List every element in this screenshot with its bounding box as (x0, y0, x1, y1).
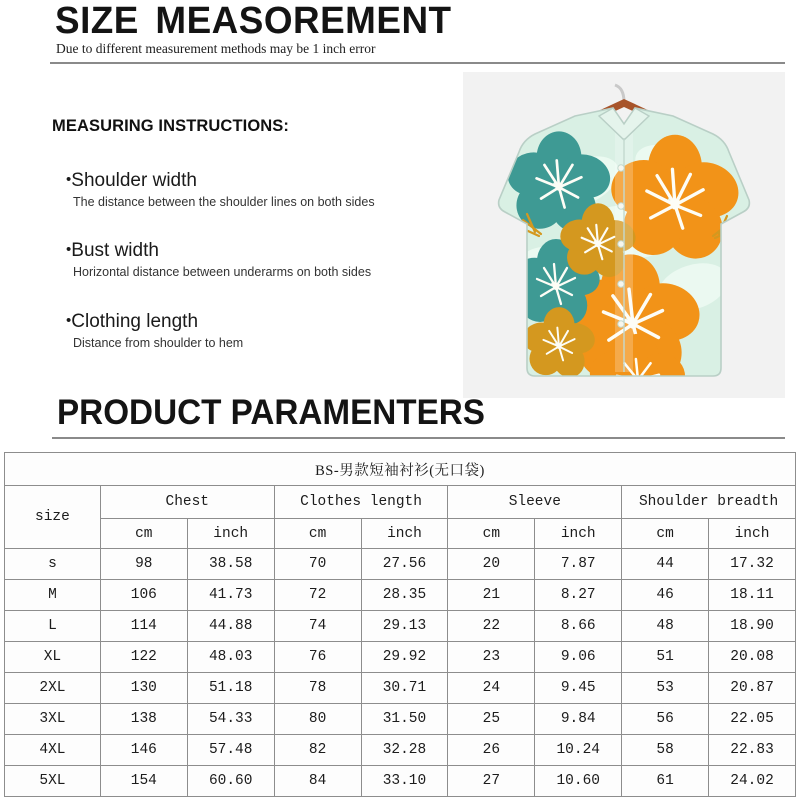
instruction-heading (66, 311, 243, 333)
cell-sleeve-inch: 10.24 (535, 735, 622, 766)
title-divider (50, 62, 785, 64)
bullet-icon: • (66, 312, 72, 329)
cell-sleeve-cm: 27 (448, 766, 535, 797)
cell-size: s (5, 549, 101, 580)
column-header-clothes-length: Clothes length (274, 486, 448, 519)
cell-sleeve-inch: 9.45 (535, 673, 622, 704)
cell-sleeve-cm: 26 (448, 735, 535, 766)
cell-chest-inch: 48.03 (187, 642, 274, 673)
cell-length-inch: 31.50 (361, 704, 448, 735)
cell-shoulder-cm: 61 (622, 766, 709, 797)
table-row (5, 704, 796, 735)
column-header-size: size (5, 486, 101, 549)
instruction-name: Bust width (71, 240, 159, 261)
cell-sleeve-cm: 25 (448, 704, 535, 735)
cell-length-cm: 74 (274, 611, 361, 642)
unit-header-shoulder-cm: cm (622, 519, 709, 549)
cell-size: XL (5, 642, 101, 673)
cell-chest-inch: 51.18 (187, 673, 274, 704)
instruction-item-bust-width (66, 240, 371, 280)
cell-length-cm: 76 (274, 642, 361, 673)
table-row (5, 766, 796, 797)
cell-shoulder-inch: 22.83 (709, 735, 796, 766)
instruction-item-shoulder-width (66, 170, 375, 210)
cell-length-inch: 28.35 (361, 580, 448, 611)
cell-shoulder-cm: 58 (622, 735, 709, 766)
cell-size: 2XL (5, 673, 101, 704)
cell-chest-cm: 106 (100, 580, 187, 611)
table-row (5, 735, 796, 766)
instruction-description: The distance between the shoulder lines on both sides (73, 194, 375, 209)
cell-length-inch: 32.28 (361, 735, 448, 766)
table-title-row (5, 453, 796, 486)
cell-shoulder-inch: 18.11 (709, 580, 796, 611)
cell-chest-inch: 54.33 (187, 704, 274, 735)
table-row (5, 611, 796, 642)
column-header-sleeve: Sleeve (448, 486, 622, 519)
unit-header-shoulder-inch: inch (709, 519, 796, 549)
cell-size: 5XL (5, 766, 101, 797)
size-table-container (4, 452, 796, 797)
cell-sleeve-inch: 10.60 (535, 766, 622, 797)
cell-shoulder-inch: 20.08 (709, 642, 796, 673)
cell-sleeve-inch: 9.84 (535, 704, 622, 735)
cell-chest-cm: 138 (100, 704, 187, 735)
instruction-name: Clothing length (71, 311, 199, 332)
cell-chest-inch: 60.60 (187, 766, 274, 797)
instruction-heading (66, 240, 371, 262)
unit-header-sleeve-inch: inch (535, 519, 622, 549)
page-title: SIZE MEASOREMENT (55, 0, 452, 42)
cell-chest-cm: 122 (100, 642, 187, 673)
cell-shoulder-inch: 20.87 (709, 673, 796, 704)
column-header-shoulder-breadth: Shoulder breadth (622, 486, 796, 519)
instruction-name: Shoulder width (71, 170, 197, 191)
product-parameters-title: PRODUCT PARAMENTERS (57, 393, 485, 432)
cell-chest-cm: 98 (100, 549, 187, 580)
cell-length-cm: 70 (274, 549, 361, 580)
cell-shoulder-inch: 22.05 (709, 704, 796, 735)
cell-sleeve-cm: 20 (448, 549, 535, 580)
cell-size: 4XL (5, 735, 101, 766)
cell-chest-cm: 114 (100, 611, 187, 642)
table-row (5, 580, 796, 611)
cell-sleeve-inch: 8.66 (535, 611, 622, 642)
table-row (5, 549, 796, 580)
cell-size: M (5, 580, 101, 611)
cell-sleeve-cm: 22 (448, 611, 535, 642)
page-subtitle: Due to different measurement methods may be 1 inch error (56, 41, 376, 56)
cell-chest-inch: 38.58 (187, 549, 274, 580)
cell-shoulder-cm: 46 (622, 580, 709, 611)
unit-header-sleeve-cm: cm (448, 519, 535, 549)
cell-sleeve-inch: 7.87 (535, 549, 622, 580)
cell-chest-inch: 41.73 (187, 580, 274, 611)
cell-length-cm: 84 (274, 766, 361, 797)
cell-sleeve-cm: 24 (448, 673, 535, 704)
cell-chest-cm: 146 (100, 735, 187, 766)
cell-chest-cm: 130 (100, 673, 187, 704)
cell-shoulder-inch: 18.90 (709, 611, 796, 642)
cell-shoulder-inch: 24.02 (709, 766, 796, 797)
cell-length-inch: 29.13 (361, 611, 448, 642)
cell-sleeve-inch: 8.27 (535, 580, 622, 611)
product-photo (463, 72, 785, 398)
table-row (5, 642, 796, 673)
cell-sleeve-cm: 21 (448, 580, 535, 611)
cell-length-cm: 72 (274, 580, 361, 611)
parameters-divider (52, 437, 785, 439)
bullet-icon: • (66, 241, 72, 258)
unit-header-chest-inch: inch (187, 519, 274, 549)
table-row (5, 673, 796, 704)
cell-chest-inch: 57.48 (187, 735, 274, 766)
cell-shoulder-inch: 17.32 (709, 549, 796, 580)
cell-size: L (5, 611, 101, 642)
column-header-chest: Chest (100, 486, 274, 519)
cell-shoulder-cm: 44 (622, 549, 709, 580)
cell-sleeve-cm: 23 (448, 642, 535, 673)
table-group-header-row (5, 486, 796, 519)
cell-length-inch: 30.71 (361, 673, 448, 704)
table-title: BS-男款短袖衬衫(无口袋) (5, 453, 796, 486)
cell-size: 3XL (5, 704, 101, 735)
cell-shoulder-cm: 56 (622, 704, 709, 735)
instruction-description: Horizontal distance between underarms on both sides (73, 264, 372, 279)
cell-shoulder-cm: 51 (622, 642, 709, 673)
cell-chest-cm: 154 (100, 766, 187, 797)
cell-length-cm: 82 (274, 735, 361, 766)
cell-length-cm: 80 (274, 704, 361, 735)
cell-length-inch: 29.92 (361, 642, 448, 673)
unit-header-chest-cm: cm (100, 519, 187, 549)
bullet-icon: • (66, 171, 72, 188)
cell-sleeve-inch: 9.06 (535, 642, 622, 673)
cell-length-cm: 78 (274, 673, 361, 704)
cell-chest-inch: 44.88 (187, 611, 274, 642)
instruction-item-clothing-length (66, 311, 243, 351)
unit-header-length-inch: inch (361, 519, 448, 549)
instruction-heading (66, 170, 375, 192)
size-table (4, 452, 796, 797)
measuring-instructions-title: MEASURING INSTRUCTIONS: (52, 117, 289, 135)
table-unit-header-row (5, 519, 796, 549)
cell-shoulder-cm: 48 (622, 611, 709, 642)
unit-header-length-cm: cm (274, 519, 361, 549)
instruction-description: Distance from shoulder to hem (73, 335, 244, 350)
cell-length-inch: 33.10 (361, 766, 448, 797)
cell-length-inch: 27.56 (361, 549, 448, 580)
cell-shoulder-cm: 53 (622, 673, 709, 704)
